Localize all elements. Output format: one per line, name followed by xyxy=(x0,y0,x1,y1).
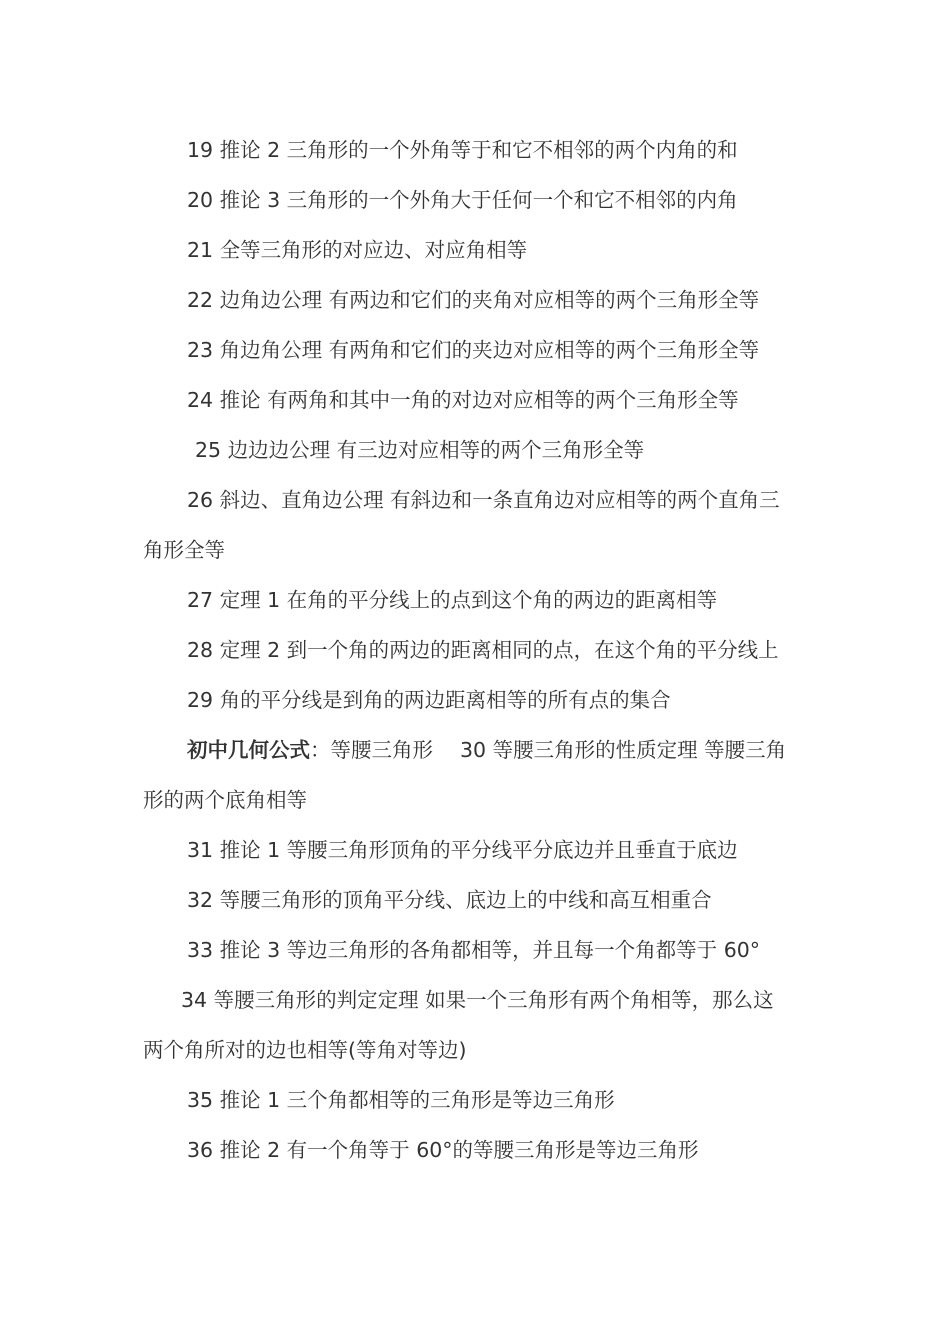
paragraph-line: 21 全等三角形的对应边、对应角相等 xyxy=(187,238,528,262)
paragraph-line: 35 推论 1 三个角都相等的三角形是等边三角形 xyxy=(187,1088,615,1112)
paragraph-line: 24 推论 有两角和其中一角的对边对应相等的两个三角形全等 xyxy=(187,388,739,412)
paragraph-line: 形的两个底角相等 xyxy=(143,788,307,812)
paragraph-line: 19 推论 2 三角形的一个外角等于和它不相邻的两个内角的和 xyxy=(187,138,738,162)
paragraph-line: 20 推论 3 三角形的一个外角大于任何一个和它不相邻的内角 xyxy=(187,188,738,212)
paragraph-text: ：等腰三角形 30 等腰三角形的性质定理 等腰三角 xyxy=(310,738,787,762)
paragraph-line: 27 定理 1 在角的平分线上的点到这个角的两边的距离相等 xyxy=(187,588,718,612)
paragraph-line: 25 边边边公理 有三边对应相等的两个三角形全等 xyxy=(195,438,645,462)
paragraph-line xyxy=(187,737,867,763)
paragraph-line: 36 推论 2 有一个角等于 60°的等腰三角形是等边三角形 xyxy=(187,1138,699,1162)
paragraph-line: 26 斜边、直角边公理 有斜边和一条直角边对应相等的两个直角三 xyxy=(187,488,780,512)
paragraph-line: 29 角的平分线是到角的两边距离相等的所有点的集合 xyxy=(187,688,671,712)
paragraph-line: 34 等腰三角形的判定定理 如果一个三角形有两个角相等，那么这 xyxy=(181,988,774,1012)
paragraph-line: 32 等腰三角形的顶角平分线、底边上的中线和高互相重合 xyxy=(187,888,712,912)
paragraph-line: 角形全等 xyxy=(143,538,225,562)
paragraph-line: 22 边角边公理 有两边和它们的夹角对应相等的两个三角形全等 xyxy=(187,288,760,312)
paragraph-line: 两个角所对的边也相等(等角对等边) xyxy=(143,1038,467,1062)
paragraph-line: 23 角边角公理 有两角和它们的夹边对应相等的两个三角形全等 xyxy=(187,338,760,362)
paragraph-line: 33 推论 3 等边三角形的各角都相等，并且每一个角都等于 60° xyxy=(187,938,761,962)
paragraph-line: 31 推论 1 等腰三角形顶角的平分线平分底边并且垂直于底边 xyxy=(187,838,738,862)
section-heading: 初中几何公式 xyxy=(187,738,310,762)
paragraph-line: 28 定理 2 到一个角的两边的距离相同的点，在这个角的平分线上 xyxy=(187,638,779,662)
